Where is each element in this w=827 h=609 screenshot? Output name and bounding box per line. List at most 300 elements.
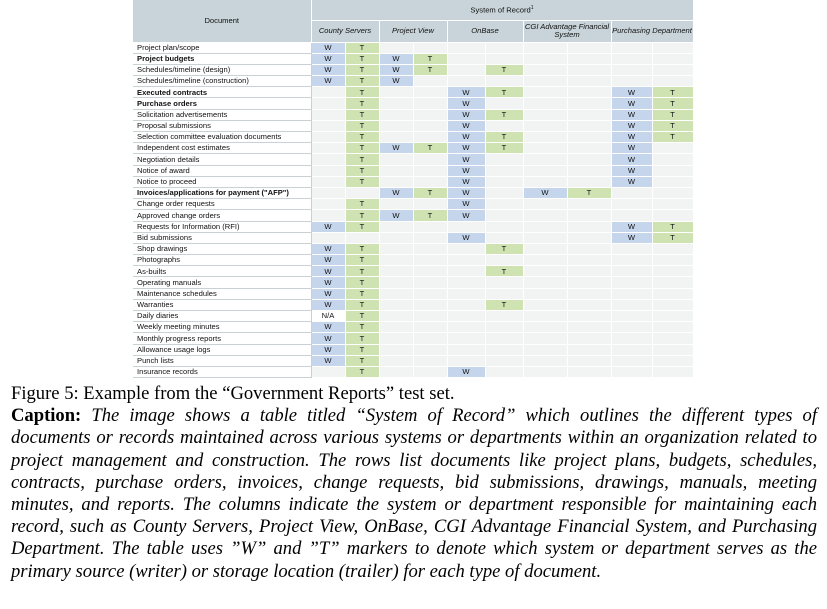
empty-cell [311,154,345,165]
empty-cell [567,243,611,254]
marker-cell: W [379,187,413,198]
empty-cell [652,277,693,288]
marker-cell: T [652,221,693,232]
marker-cell: T [345,199,379,210]
document-name-cell: Insurance records [133,366,311,377]
empty-cell [379,109,413,120]
empty-cell [485,333,523,344]
table-row [133,64,693,75]
marker-cell: W [447,109,485,120]
empty-cell [311,109,345,120]
marker-cell: W [447,154,485,165]
empty-cell [652,176,693,187]
marker-cell: W [311,322,345,333]
marker-cell: W [447,165,485,176]
marker-cell: N/A [311,311,345,322]
table-row [133,311,693,322]
empty-cell [523,120,567,131]
empty-cell [652,143,693,154]
table-row [133,109,693,120]
marker-cell: T [652,109,693,120]
empty-cell [413,355,447,366]
caption-paragraph [11,405,817,583]
empty-cell [311,143,345,154]
marker-cell: T [485,109,523,120]
empty-cell [485,311,523,322]
system-column-header: Project View [379,20,447,42]
empty-cell [567,232,611,243]
empty-cell [523,210,567,221]
empty-cell [523,98,567,109]
empty-cell [523,277,567,288]
empty-cell [379,288,413,299]
figure-caption-block [11,383,817,583]
empty-cell [447,42,485,53]
empty-cell [345,232,379,243]
marker-cell: T [345,210,379,221]
empty-cell [485,199,523,210]
table-row [133,53,693,64]
empty-cell [379,243,413,254]
empty-cell [413,87,447,98]
empty-cell [652,76,693,87]
marker-cell: T [345,64,379,75]
system-of-record-title: System of Record [470,5,531,15]
footnote-marker: 1 [530,4,534,11]
empty-cell [652,187,693,198]
empty-cell [447,53,485,64]
empty-cell [485,255,523,266]
empty-cell [413,98,447,109]
empty-cell [447,299,485,310]
empty-cell [652,165,693,176]
document-name-cell: Weekly meeting minutes [133,322,311,333]
empty-cell [413,277,447,288]
document-name-cell: Notice to proceed [133,176,311,187]
document-name-cell: Approved change orders [133,210,311,221]
marker-cell: T [413,64,447,75]
empty-cell [379,154,413,165]
empty-cell [567,154,611,165]
marker-cell: T [652,132,693,143]
document-name-cell: Independent cost estimates [133,143,311,154]
empty-cell [567,311,611,322]
empty-cell [523,165,567,176]
empty-cell [379,311,413,322]
marker-cell: W [311,333,345,344]
empty-cell [523,366,567,377]
empty-cell [379,42,413,53]
marker-cell: T [345,243,379,254]
empty-cell [413,322,447,333]
empty-cell [652,255,693,266]
table-row [133,333,693,344]
empty-cell [311,87,345,98]
empty-cell [567,221,611,232]
document-name-cell: Selection committee evaluation documents [133,132,311,143]
empty-cell [523,266,567,277]
empty-cell [611,243,652,254]
table-row [133,221,693,232]
empty-cell [485,355,523,366]
empty-cell [485,277,523,288]
figure-label: Figure 5: Example from the “Government Reports” test set. [11,383,455,404]
marker-cell: T [345,109,379,120]
marker-cell: T [652,87,693,98]
table-row [133,87,693,98]
empty-cell [379,120,413,131]
marker-cell: W [611,176,652,187]
marker-cell: W [311,255,345,266]
empty-cell [611,277,652,288]
empty-cell [567,255,611,266]
empty-cell [567,132,611,143]
empty-cell [485,210,523,221]
empty-cell [611,344,652,355]
empty-cell [652,199,693,210]
document-column-header: Document [133,0,311,42]
empty-cell [652,322,693,333]
marker-cell: T [345,311,379,322]
empty-cell [485,288,523,299]
marker-cell: W [447,120,485,131]
marker-cell: W [311,266,345,277]
marker-cell: W [379,76,413,87]
empty-cell [567,355,611,366]
marker-cell: W [447,366,485,377]
empty-cell [485,76,523,87]
empty-cell [567,322,611,333]
empty-cell [523,199,567,210]
empty-cell [311,176,345,187]
empty-cell [413,132,447,143]
document-name-cell: Photographs [133,255,311,266]
empty-cell [413,165,447,176]
marker-cell: T [485,143,523,154]
document-name-cell: Invoices/applications for payment ("AFP") [133,187,311,198]
marker-cell: W [379,53,413,64]
empty-cell [379,299,413,310]
empty-cell [447,221,485,232]
empty-cell [652,154,693,165]
marker-cell: W [447,132,485,143]
document-name-cell: Bid submissions [133,232,311,243]
empty-cell [311,210,345,221]
empty-cell [413,221,447,232]
marker-cell: W [447,143,485,154]
empty-cell [567,53,611,64]
empty-cell [379,344,413,355]
empty-cell [379,132,413,143]
empty-cell [652,299,693,310]
empty-cell [567,64,611,75]
empty-cell [611,76,652,87]
document-name-cell: Purchase orders [133,98,311,109]
system-column-header: CGI Advantage Financial System [523,20,611,42]
empty-cell [523,53,567,64]
empty-cell [523,176,567,187]
empty-cell [523,299,567,310]
empty-cell [413,266,447,277]
empty-cell [447,255,485,266]
marker-cell: T [345,266,379,277]
empty-cell [523,109,567,120]
marker-cell: W [311,243,345,254]
table-row [133,187,693,198]
empty-cell [379,98,413,109]
empty-cell [567,165,611,176]
empty-cell [652,366,693,377]
marker-cell: T [345,154,379,165]
empty-cell [567,266,611,277]
empty-cell [567,288,611,299]
marker-cell: T [413,210,447,221]
marker-cell: W [611,120,652,131]
table-row [133,98,693,109]
marker-cell: W [447,199,485,210]
empty-cell [447,243,485,254]
marker-cell: W [611,98,652,109]
empty-cell [611,210,652,221]
marker-cell: W [311,42,345,53]
empty-cell [311,366,345,377]
marker-cell: W [611,154,652,165]
empty-cell [523,132,567,143]
table-row [133,132,693,143]
empty-cell [485,98,523,109]
empty-cell [413,120,447,131]
marker-cell: W [311,53,345,64]
document-name-cell: Solicitation advertisements [133,109,311,120]
empty-cell [447,333,485,344]
marker-cell: T [345,98,379,109]
empty-cell [567,210,611,221]
table-row [133,299,693,310]
document-name-cell: Maintenance schedules [133,288,311,299]
system-of-record-header [311,0,693,20]
empty-cell [311,98,345,109]
table-row [133,344,693,355]
marker-cell: W [447,98,485,109]
marker-cell: T [413,187,447,198]
empty-cell [447,311,485,322]
empty-cell [485,187,523,198]
empty-cell [523,76,567,87]
marker-cell: W [611,143,652,154]
empty-cell [413,109,447,120]
marker-cell: T [652,232,693,243]
marker-cell: W [611,232,652,243]
document-name-cell: Notice of award [133,165,311,176]
empty-cell [413,344,447,355]
table-row [133,42,693,53]
marker-cell: T [413,143,447,154]
table-row [133,199,693,210]
empty-cell [523,322,567,333]
document-name-cell: Monthly progress reports [133,333,311,344]
system-column-header: County Servers [311,20,379,42]
empty-cell [485,53,523,64]
empty-cell [311,132,345,143]
marker-cell: W [611,132,652,143]
empty-cell [567,299,611,310]
empty-cell [379,266,413,277]
empty-cell [611,355,652,366]
empty-cell [379,87,413,98]
empty-cell [447,266,485,277]
empty-cell [567,143,611,154]
empty-cell [523,311,567,322]
table-row [133,366,693,377]
marker-cell: T [345,87,379,98]
document-name-cell: Project plan/scope [133,42,311,53]
empty-cell [523,232,567,243]
empty-cell [379,277,413,288]
system-of-record-table [133,0,694,378]
table-body [133,42,693,378]
empty-cell [379,366,413,377]
empty-cell [379,255,413,266]
document-name-cell: Proposal submissions [133,120,311,131]
document-name-cell: Project budgets [133,53,311,64]
marker-cell: T [345,165,379,176]
empty-cell [523,221,567,232]
empty-cell [311,199,345,210]
marker-cell: T [345,42,379,53]
marker-cell: W [447,87,485,98]
document-name-cell: Shop drawings [133,243,311,254]
table-row [133,165,693,176]
marker-cell: T [652,120,693,131]
document-name-cell: Requests for Information (RFI) [133,221,311,232]
empty-cell [567,344,611,355]
marker-cell: W [447,232,485,243]
marker-cell: W [311,76,345,87]
empty-cell [567,277,611,288]
empty-cell [523,143,567,154]
empty-cell [447,64,485,75]
empty-cell [379,333,413,344]
table-row [133,288,693,299]
empty-cell [379,322,413,333]
empty-cell [567,199,611,210]
document-name-cell: Operating manuals [133,277,311,288]
marker-cell: T [652,98,693,109]
empty-cell [413,299,447,310]
document-name-cell: Executed contracts [133,87,311,98]
empty-cell [413,42,447,53]
marker-cell: T [485,132,523,143]
empty-cell [652,53,693,64]
empty-cell [311,165,345,176]
empty-cell [567,176,611,187]
marker-cell: W [611,87,652,98]
table-row [133,355,693,366]
empty-cell [611,299,652,310]
table-row [133,176,693,187]
empty-cell [611,333,652,344]
empty-cell [311,120,345,131]
empty-cell [447,355,485,366]
empty-cell [652,333,693,344]
marker-cell: T [345,255,379,266]
marker-cell: W [311,299,345,310]
empty-cell [311,232,345,243]
empty-cell [611,322,652,333]
empty-cell [485,154,523,165]
empty-cell [485,221,523,232]
marker-cell: T [413,53,447,64]
system-column-header: Purchasing Department [611,20,693,42]
document-name-cell: As-builts [133,266,311,277]
empty-cell [413,176,447,187]
empty-cell [379,232,413,243]
empty-cell [611,187,652,198]
marker-cell: T [345,355,379,366]
empty-cell [523,288,567,299]
table-row [133,255,693,266]
empty-cell [523,255,567,266]
marker-cell: W [611,165,652,176]
table-row [133,76,693,87]
marker-cell: T [345,143,379,154]
empty-cell [447,322,485,333]
table-row [133,154,693,165]
marker-cell: W [311,64,345,75]
empty-cell [413,366,447,377]
table-row [133,210,693,221]
empty-cell [567,120,611,131]
empty-cell [652,266,693,277]
empty-cell [379,199,413,210]
empty-cell [523,154,567,165]
marker-cell: T [345,366,379,377]
empty-cell [611,366,652,377]
empty-cell [567,42,611,53]
empty-cell [652,311,693,322]
marker-cell: W [611,221,652,232]
marker-cell: T [567,187,611,198]
empty-cell [413,243,447,254]
empty-cell [611,311,652,322]
empty-cell [485,232,523,243]
marker-cell: T [345,333,379,344]
marker-cell: T [345,221,379,232]
empty-cell [523,355,567,366]
table-row [133,243,693,254]
empty-cell [652,243,693,254]
empty-cell [652,344,693,355]
empty-cell [611,42,652,53]
empty-cell [652,288,693,299]
empty-cell [523,243,567,254]
empty-cell [523,64,567,75]
empty-cell [485,366,523,377]
marker-cell: W [379,143,413,154]
marker-cell: W [311,344,345,355]
marker-cell: T [485,266,523,277]
empty-cell [447,344,485,355]
marker-cell: W [311,221,345,232]
caption-heading: Caption: [11,405,82,427]
empty-cell [652,210,693,221]
table-row [133,232,693,243]
empty-cell [567,109,611,120]
empty-cell [652,355,693,366]
empty-cell [567,366,611,377]
document-name-cell: Allowance usage logs [133,344,311,355]
document-name-cell: Change order requests [133,199,311,210]
